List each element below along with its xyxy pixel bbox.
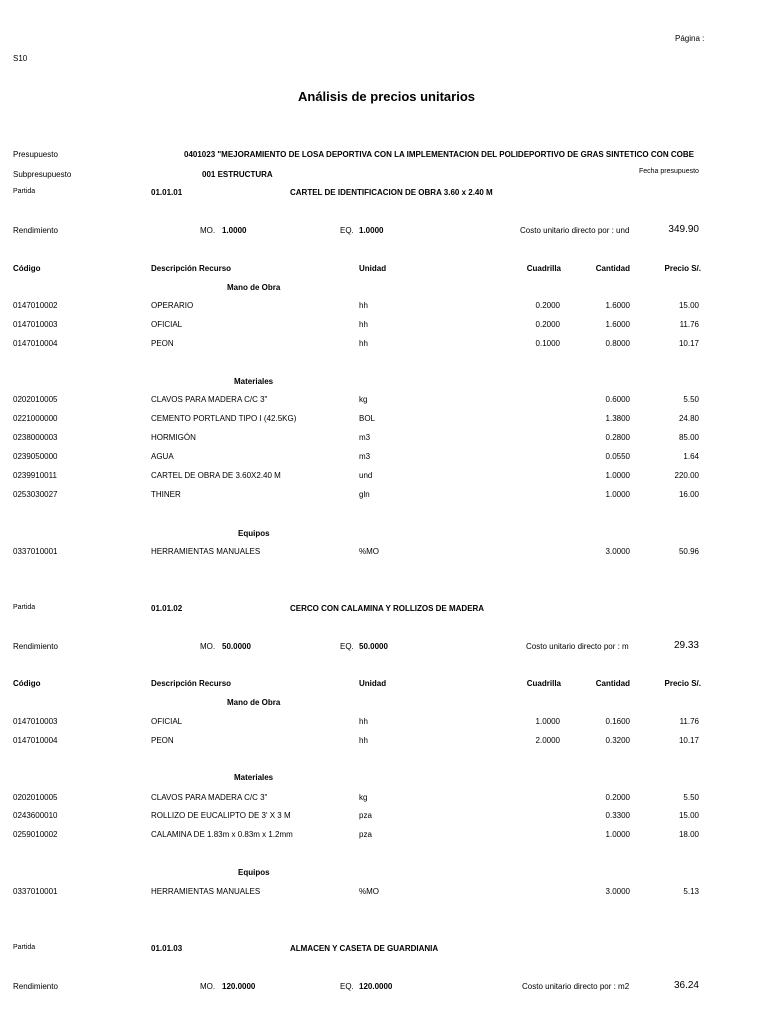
cell-cuadrilla: 2.0000 — [535, 736, 560, 745]
cell-unidad: hh — [359, 339, 368, 348]
cell-descripcion: HERRAMIENTAS MANUALES — [151, 547, 261, 556]
col-precio: Precio S/. — [664, 264, 701, 273]
cell-precio: 85.00 — [678, 433, 699, 442]
page-label: Página : — [675, 34, 705, 43]
section-mano-obra: Mano de Obra — [227, 283, 281, 292]
eq-value: 50.0000 — [359, 642, 388, 651]
rendimiento-label: Rendimiento — [13, 226, 58, 235]
cell-descripcion: CLAVOS PARA MADERA C/C 3" — [151, 395, 268, 404]
page-title: Análisis de precios unitarios — [298, 89, 475, 104]
cell-precio: 11.76 — [679, 717, 699, 726]
cell-codigo: 0147010003 — [13, 320, 58, 329]
cell-cantidad: 3.0000 — [605, 887, 630, 896]
cell-unidad: %MO — [359, 547, 379, 556]
cell-cantidad: 0.3200 — [605, 736, 630, 745]
cell-unidad: %MO — [359, 887, 379, 896]
partida-name: CERCO CON CALAMINA Y ROLLIZOS DE MADERA — [290, 604, 485, 613]
costo-label: Costo unitario directo por : m2 — [522, 982, 630, 991]
cell-unidad: hh — [359, 301, 368, 310]
partida-code: 01.01.01 — [151, 188, 183, 197]
section-equipos: Equipos — [238, 529, 270, 538]
cell-codigo: 0202010005 — [13, 395, 58, 404]
eq-value: 1.0000 — [359, 226, 384, 235]
col-cantidad: Cantidad — [595, 679, 630, 688]
cell-codigo: 0147010003 — [13, 717, 58, 726]
cell-cantidad: 0.2800 — [605, 433, 630, 442]
rendimiento-label: Rendimiento — [13, 642, 58, 651]
cell-codigo: 0147010004 — [13, 736, 58, 745]
cell-descripcion: CALAMINA DE 1.83m x 0.83m x 1.2mm — [151, 830, 293, 839]
cell-precio: 5.50 — [683, 395, 699, 404]
cell-cantidad: 0.2000 — [605, 793, 630, 802]
eq-label: EQ. — [340, 226, 354, 235]
cell-descripcion: HERRAMIENTAS MANUALES — [151, 887, 261, 896]
cell-cantidad: 1.0000 — [605, 490, 630, 499]
col-unidad: Unidad — [359, 679, 387, 688]
cell-unidad: BOL — [359, 414, 376, 423]
rendimiento-label: Rendimiento — [13, 982, 58, 991]
cell-codigo: 0337010001 — [13, 547, 58, 556]
costo-value: 349.90 — [668, 224, 699, 235]
cell-codigo: 0221000000 — [13, 414, 58, 423]
cell-codigo: 0239050000 — [13, 452, 58, 461]
cell-precio: 11.76 — [679, 320, 699, 329]
cell-cuadrilla: 0.2000 — [535, 320, 560, 329]
partida-code: 01.01.02 — [151, 604, 183, 613]
cell-unidad: pza — [359, 811, 372, 820]
mo-label: MO. — [200, 642, 216, 651]
cell-precio: 24.80 — [678, 414, 699, 423]
cell-cantidad: 1.6000 — [605, 320, 630, 329]
cell-unidad: kg — [359, 793, 368, 802]
partida-code: 01.01.03 — [151, 944, 183, 953]
cell-codigo: 0202010005 — [13, 793, 58, 802]
mo-value: 50.0000 — [222, 642, 251, 651]
costo-label: Costo unitario directo por : m — [526, 642, 629, 651]
eq-label: EQ. — [340, 642, 354, 651]
col-cuadrilla: Cuadrilla — [526, 679, 561, 688]
cell-precio: 15.00 — [678, 811, 699, 820]
cell-codigo: 0238000003 — [13, 433, 58, 442]
costo-value: 36.24 — [673, 980, 699, 991]
cell-cantidad: 1.3800 — [605, 414, 630, 423]
cell-unidad: hh — [359, 736, 368, 745]
subpresupuesto-label: Subpresupuesto — [13, 170, 72, 179]
cell-codigo: 0253030027 — [13, 490, 58, 499]
presupuesto-label: Presupuesto — [13, 150, 58, 159]
cell-unidad: pza — [359, 830, 372, 839]
cell-unidad: m3 — [359, 452, 371, 461]
cell-precio: 5.13 — [683, 887, 699, 896]
cell-unidad: hh — [359, 320, 368, 329]
cell-cantidad: 0.0550 — [605, 452, 630, 461]
cell-descripcion: AGUA — [151, 452, 174, 461]
cell-descripcion: CEMENTO PORTLAND TIPO I (42.5KG) — [151, 414, 297, 423]
col-descripcion: Descripción Recurso — [151, 264, 232, 273]
cell-codigo: 0147010004 — [13, 339, 58, 348]
col-cantidad: Cantidad — [595, 264, 630, 273]
cell-codigo: 0243600010 — [13, 811, 58, 820]
cell-unidad: kg — [359, 395, 368, 404]
cell-codigo: 0337010001 — [13, 887, 58, 896]
col-codigo: Código — [13, 264, 41, 273]
cell-cantidad: 1.0000 — [605, 830, 630, 839]
cell-descripcion: ROLLIZO DE EUCALIPTO DE 3' X 3 M — [151, 811, 291, 820]
cell-unidad: gln — [359, 490, 370, 499]
section-materiales: Materiales — [234, 773, 274, 782]
cell-precio: 50.96 — [678, 547, 699, 556]
cell-unidad: hh — [359, 717, 368, 726]
cell-descripcion: OFICIAL — [151, 320, 183, 329]
cell-cuadrilla: 0.2000 — [535, 301, 560, 310]
cell-cantidad: 0.1600 — [605, 717, 630, 726]
cell-codigo: 0147010002 — [13, 301, 58, 310]
cell-unidad: m3 — [359, 433, 371, 442]
costo-label: Costo unitario directo por : und — [520, 226, 630, 235]
cell-cantidad: 1.0000 — [605, 471, 630, 480]
cell-descripcion: PEON — [151, 736, 174, 745]
cell-precio: 1.64 — [683, 452, 699, 461]
section-equipos: Equipos — [238, 868, 270, 877]
partida-name: CARTEL DE IDENTIFICACION DE OBRA 3.60 x 2.40 M — [290, 188, 493, 197]
mo-label: MO. — [200, 982, 216, 991]
cell-precio: 18.00 — [678, 830, 699, 839]
fecha-presupuesto-label: Fecha presupuesto — [639, 168, 699, 175]
cell-descripcion: OFICIAL — [151, 717, 183, 726]
cell-descripcion: THINER — [151, 490, 181, 499]
cell-unidad: und — [359, 471, 373, 480]
cell-cantidad: 0.6000 — [605, 395, 630, 404]
cell-precio: 15.00 — [678, 301, 699, 310]
cell-cantidad: 1.6000 — [605, 301, 630, 310]
mo-label: MO. — [200, 226, 216, 235]
col-descripcion: Descripción Recurso — [151, 679, 232, 688]
cell-descripcion: PEON — [151, 339, 174, 348]
col-unidad: Unidad — [359, 264, 387, 273]
cell-precio: 16.00 — [678, 490, 699, 499]
col-precio: Precio S/. — [664, 679, 701, 688]
cell-descripcion: CLAVOS PARA MADERA C/C 3" — [151, 793, 268, 802]
cell-descripcion: CARTEL DE OBRA DE 3.60X2.40 M — [151, 471, 281, 480]
partida-label: Partida — [13, 604, 36, 611]
cell-cantidad: 0.3300 — [605, 811, 630, 820]
cell-cuadrilla: 0.1000 — [535, 339, 560, 348]
mo-value: 1.0000 — [222, 226, 247, 235]
costo-value: 29.33 — [673, 640, 699, 651]
eq-value: 120.0000 — [359, 982, 393, 991]
eq-label: EQ. — [340, 982, 354, 991]
cell-precio: 5.50 — [683, 793, 699, 802]
s10-label: S10 — [13, 54, 28, 63]
cell-precio: 10.17 — [678, 736, 699, 745]
partida-label: Partida — [13, 944, 36, 951]
presupuesto-value: 0401023 "MEJORAMIENTO DE LOSA DEPORTIVA CON LA IMPLEMENTACION DEL POLIDEPORTIVO DE GRAS SINTETICO CON COBE — [184, 150, 694, 159]
cell-cantidad: 3.0000 — [605, 547, 630, 556]
cell-precio: 220.00 — [674, 471, 699, 480]
cell-precio: 10.17 — [678, 339, 699, 348]
subpresupuesto-value: 001 ESTRUCTURA — [202, 170, 273, 179]
cell-cuadrilla: 1.0000 — [535, 717, 560, 726]
cell-descripcion: OPERARIO — [151, 301, 194, 310]
col-codigo: Código — [13, 679, 41, 688]
cell-cantidad: 0.8000 — [605, 339, 630, 348]
cell-codigo: 0239910011 — [13, 471, 57, 480]
col-cuadrilla: Cuadrilla — [526, 264, 561, 273]
partida-label: Partida — [13, 188, 36, 195]
mo-value: 120.0000 — [222, 982, 256, 991]
cell-descripcion: HORMIGÓN — [151, 433, 196, 442]
section-materiales: Materiales — [234, 377, 274, 386]
section-mano-obra: Mano de Obra — [227, 698, 281, 707]
cell-codigo: 0259010002 — [13, 830, 58, 839]
partida-name: ALMACEN Y CASETA DE GUARDIANIA — [290, 944, 439, 953]
